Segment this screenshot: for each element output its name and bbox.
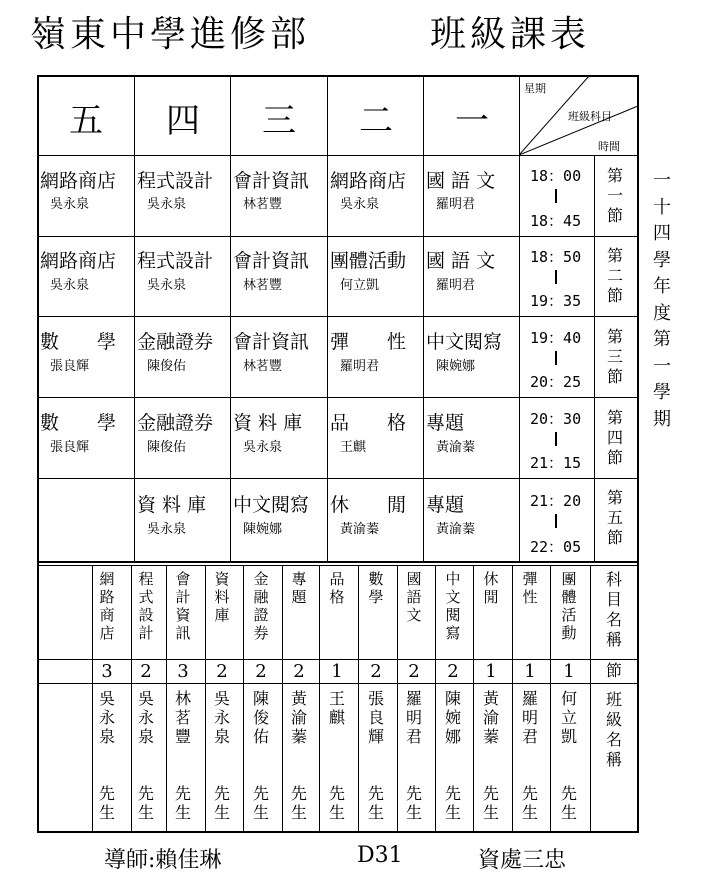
grid-line [37,397,639,398]
time-range-bar [555,514,557,528]
teacher-cell: 羅明君 [436,278,476,293]
grid-line [590,565,591,833]
course-cell: 網路商店 [40,250,117,272]
summary-teacher: 吳 永 泉 先 生 [137,689,154,822]
summary-hours: 2 [255,661,267,682]
day-header-wed: 三 [262,100,296,141]
period-start-time: 18：00 [530,167,582,185]
period-label: 第 五 節 [606,488,623,547]
period-end-time: 19：35 [530,292,582,310]
summary-subject-name: 程 式 設 計 [138,570,154,642]
summary-teacher: 吳 永 泉 先 生 [98,689,115,822]
summary-hours: 1 [485,661,497,682]
grid-line [37,478,639,479]
course-cell: 中文閱寫 [233,494,310,516]
course-cell: 會計資訊 [233,250,310,272]
summary-teacher: 陳 婉 娜 先 生 [444,689,461,822]
teacher-cell: 林茗豐 [243,359,283,374]
period-label: 第 二 節 [606,246,623,305]
summary-hours: 2 [293,661,305,682]
summary-teacher: 陳 俊 佑 先 生 [252,689,269,822]
day-header-mon: 一 [455,100,489,141]
period-label: 第 四 節 [606,408,623,467]
summary-subject-name: 專 題 [291,570,307,606]
doc-title: 班級課表 [430,14,591,55]
summary-teacher: 羅 明 君 先 生 [405,689,422,822]
teacher-cell: 黃渝蓁 [436,522,476,537]
day-header-tue: 二 [359,100,393,141]
grid-line [37,565,639,566]
summary-teacher: 黃 渝 蓁 先 生 [290,689,307,822]
teacher-cell: 張良輝 [50,440,90,455]
time-range-bar [555,432,557,446]
summary-teacher: 羅 明 君 先 生 [521,689,538,822]
grid-line [92,565,93,833]
grid-line [37,683,639,684]
summary-subject-name: 金 融 證 券 [253,570,269,642]
course-cell: 會計資訊 [233,331,310,353]
day-header-thu: 四 [166,100,200,141]
grid-line [166,565,167,833]
course-cell: 團體活動 [330,250,407,272]
period-end-time: 22：05 [530,538,582,556]
grid-line [37,236,639,237]
teacher-cell: 王麒 [340,440,367,455]
course-cell: 數 學 [40,412,117,434]
summary-subject-name: 會 計 資 訊 [175,570,191,642]
summary-hours-row-label: 節 [605,661,622,680]
teacher-cell: 陳俊佑 [147,359,187,374]
grid-line [37,316,639,317]
summary-hours: 2 [370,661,382,682]
time-range-bar [555,351,557,365]
corner-weekday-label: 星期 [524,82,546,95]
time-range-bar [555,270,557,284]
school-title: 嶺東中學進修部 [30,14,311,55]
summary-teacher: 王 麒 先 生 [328,689,345,822]
summary-teacher: 黃 渝 蓁 先 生 [482,689,499,822]
period-start-time: 18：50 [530,248,582,266]
summary-subject-row-label: 科 目 名 稱 [605,570,622,649]
mentor-label: 導師:賴佳琳 [104,848,222,873]
teacher-cell: 吳永泉 [147,278,187,293]
grid-line [37,561,639,563]
course-cell: 專題 [426,494,465,516]
teacher-cell: 吳永泉 [50,278,90,293]
grid-line [205,565,206,833]
teacher-cell: 吳永泉 [243,440,283,455]
period-end-time: 21：15 [530,454,582,472]
period-end-time: 20：25 [530,373,582,391]
teacher-cell: 吳永泉 [50,197,90,212]
summary-hours: 2 [447,661,459,682]
course-cell: 資 料 庫 [137,494,207,516]
summary-hours: 1 [331,661,343,682]
course-cell: 程式設計 [137,170,214,192]
grid-line [37,659,639,660]
course-cell: 中文閱寫 [426,331,503,353]
summary-subject-name: 休 閒 [483,570,499,606]
term-label: 一 十 四 學 年 度 第 一 學 期 [653,170,671,430]
teacher-cell: 吳永泉 [340,197,380,212]
summary-teacher: 林 茗 豐 先 生 [174,689,191,822]
period-start-time: 21：20 [530,492,582,510]
summary-hours: 2 [140,661,152,682]
summary-class-row-label: 班 級 名 稱 [605,690,622,769]
summary-subject-name: 品 格 [329,570,345,606]
grid-line [243,565,244,833]
summary-subject-name: 彈 性 [522,570,538,606]
grid-line [435,565,436,833]
course-cell: 網路商店 [330,170,407,192]
summary-hours: 3 [177,661,189,682]
grid-line [550,565,551,833]
period-label: 第 一 節 [606,166,623,225]
course-cell: 金融證券 [137,331,214,353]
teacher-cell: 何立凱 [340,278,380,293]
teacher-cell: 羅明君 [436,197,476,212]
teacher-cell: 陳婉娜 [436,359,476,374]
teacher-cell: 羅明君 [340,359,380,374]
teacher-cell: 陳俊佑 [147,440,187,455]
summary-subject-name: 中 文 閱 寫 [445,570,461,642]
course-cell: 會計資訊 [233,170,310,192]
grid-line [319,565,320,833]
teacher-cell: 林茗豐 [243,197,283,212]
summary-subject-name: 資 料 庫 [214,570,230,624]
summary-hours: 3 [101,661,113,682]
corner-class-subject-label: 班級科目 [568,110,612,123]
summary-hours: 2 [408,661,420,682]
corner-time-label: 時間 [598,140,620,153]
summary-hours: 2 [216,661,228,682]
teacher-cell: 陳婉娜 [243,522,283,537]
time-range-bar [555,189,557,203]
grid-line [397,565,398,833]
summary-subject-name: 數 學 [368,570,384,606]
course-cell: 網路商店 [40,170,117,192]
grid-line [131,565,132,833]
period-start-time: 20：30 [530,410,582,428]
grid-line [512,565,513,833]
summary-subject-name: 網 路 商 店 [99,570,115,642]
summary-hours: 1 [524,661,536,682]
summary-hours: 1 [563,661,575,682]
course-cell: 國 語 文 [426,170,496,192]
teacher-cell: 吳永泉 [147,522,187,537]
summary-subject-name: 國 語 文 [406,570,422,624]
summary-teacher: 吳 永 泉 先 生 [213,689,230,822]
course-cell: 專題 [426,412,465,434]
course-cell: 國 語 文 [426,250,496,272]
grid-line [594,155,595,563]
teacher-cell: 林茗豐 [243,278,283,293]
teacher-cell: 張良輝 [50,359,90,374]
course-cell: 資 料 庫 [233,412,303,434]
teacher-cell: 黃渝蓁 [436,440,476,455]
summary-subject-name: 團 體 活 動 [561,570,577,642]
course-cell: 金融證券 [137,412,214,434]
course-cell: 休 閒 [330,494,407,516]
course-cell: 品 格 [330,412,407,434]
period-start-time: 19：40 [530,329,582,347]
grid-line [473,565,474,833]
day-header-fri: 五 [69,100,103,141]
period-end-time: 18：45 [530,212,582,230]
summary-teacher: 何 立 凱 先 生 [560,689,577,822]
period-label: 第 三 節 [606,327,623,386]
course-cell: 數 學 [40,331,117,353]
teacher-cell: 吳永泉 [147,197,187,212]
course-cell: 彈 性 [330,331,407,353]
class-name: 資處三忠 [478,848,567,873]
course-cell: 程式設計 [137,250,214,272]
grid-line [358,565,359,833]
summary-teacher: 張 良 輝 先 生 [367,689,384,822]
grid-line [282,565,283,833]
teacher-cell: 黃渝蓁 [340,522,380,537]
class-code: D31 [357,843,403,868]
